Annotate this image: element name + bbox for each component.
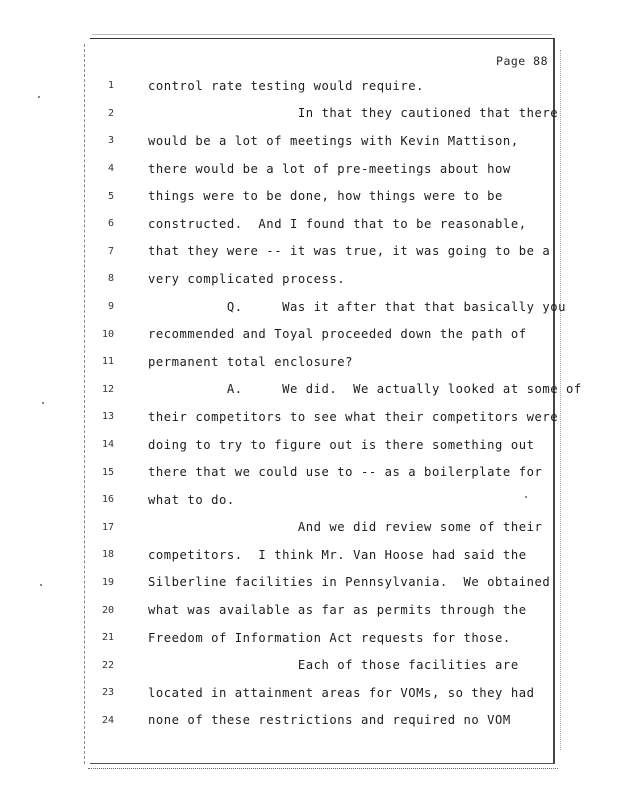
line-text: there would be a lot of pre-meetings about how	[148, 161, 511, 176]
line-text: located in attainment areas for VOMs, so they had	[148, 685, 535, 700]
scan-speck	[42, 402, 44, 404]
transcript-line	[92, 679, 552, 707]
line-text: And we did review some of their	[148, 520, 543, 535]
line-text: Freedom of Information Act requests for those.	[148, 630, 511, 645]
transcript-line	[92, 596, 552, 624]
right-margin-rule	[560, 50, 561, 750]
line-text: permanent total enclosure?	[148, 354, 354, 369]
transcript-line	[92, 486, 552, 514]
transcript-line	[92, 100, 559, 128]
line-text: their competitors to see what their competitors were	[148, 409, 559, 424]
line-text: what to do.	[148, 492, 235, 507]
line-number: 5	[107, 190, 114, 202]
transcript-line	[92, 403, 559, 431]
transcript-line	[92, 348, 552, 376]
line-number: 15	[101, 466, 114, 478]
line-number: 24	[101, 714, 114, 726]
line-number: 10	[101, 328, 114, 340]
line-text: what was available as far as permits through the	[148, 603, 527, 618]
line-number: 19	[101, 576, 114, 588]
line-text: Q. Was it after that that basically you	[148, 299, 567, 314]
line-number: 14	[101, 439, 114, 451]
scan-speck	[40, 584, 42, 586]
transcript-line	[92, 155, 552, 183]
transcript-line	[92, 210, 552, 238]
line-text: control rate testing would require.	[148, 78, 425, 93]
line-text: would be a lot of meetings with Kevin Mattison,	[148, 133, 519, 148]
line-number: 8	[107, 273, 114, 285]
line-text: there that we could use to -- as a boilerplate for	[148, 465, 543, 480]
line-text: doing to try to figure out is there something out	[148, 437, 535, 452]
transcript-line	[92, 569, 552, 597]
transcript-line	[92, 431, 552, 459]
line-text: none of these restrictions and required no VOM	[148, 713, 511, 728]
line-text: that they were -- it was true, it was going to be a	[148, 244, 551, 259]
transcript-line	[92, 514, 552, 542]
line-number: 16	[101, 494, 114, 506]
transcript-line	[92, 541, 552, 569]
line-number: 18	[101, 549, 114, 561]
line-number: 2	[107, 107, 114, 119]
line-number: 4	[107, 163, 114, 175]
transcript-line	[92, 651, 552, 679]
transcript-line	[92, 624, 552, 652]
transcript-line	[92, 707, 552, 735]
line-number: 13	[101, 411, 114, 423]
line-text: A. We did. We actually looked at some of	[148, 382, 582, 397]
line-text: Silberline facilities in Pennsylvania. We obtained	[148, 575, 551, 590]
transcript-line	[92, 376, 582, 404]
line-number: 20	[101, 604, 114, 616]
bottom-rule	[88, 768, 558, 769]
line-number: 22	[101, 659, 114, 671]
top-rule	[92, 34, 552, 35]
transcript-line	[92, 265, 552, 293]
transcript-line	[92, 320, 552, 348]
line-text: In that they cautioned that there	[148, 106, 559, 121]
transcript-lines	[92, 72, 582, 734]
line-number: 12	[101, 383, 114, 395]
line-number: 3	[107, 135, 114, 147]
transcript-line	[92, 72, 552, 100]
line-text: things were to be done, how things were to be	[148, 189, 503, 204]
line-number: 7	[107, 245, 114, 257]
transcript-line	[92, 293, 567, 321]
line-number: 23	[101, 687, 114, 699]
line-number: 11	[101, 356, 114, 368]
line-text: competitors. I think Mr. Van Hoose had said the	[148, 547, 527, 562]
line-text: very complicated process.	[148, 271, 346, 286]
transcript-line	[92, 182, 552, 210]
line-number: 9	[107, 301, 114, 313]
line-number: 17	[101, 521, 114, 533]
line-text: Each of those facilities are	[148, 658, 519, 673]
left-margin-rule	[84, 44, 85, 764]
page-number: Page 88	[496, 54, 548, 68]
line-number: 21	[101, 632, 114, 644]
line-number: 6	[107, 218, 114, 230]
transcript-line	[92, 458, 552, 486]
scan-speck	[38, 96, 40, 98]
line-number: 1	[107, 80, 114, 92]
transcript-line	[92, 238, 552, 266]
transcript-line	[92, 127, 552, 155]
line-text: constructed. And I found that to be reasonable,	[148, 216, 527, 231]
line-text: recommended and Toyal proceeded down the path of	[148, 327, 527, 342]
